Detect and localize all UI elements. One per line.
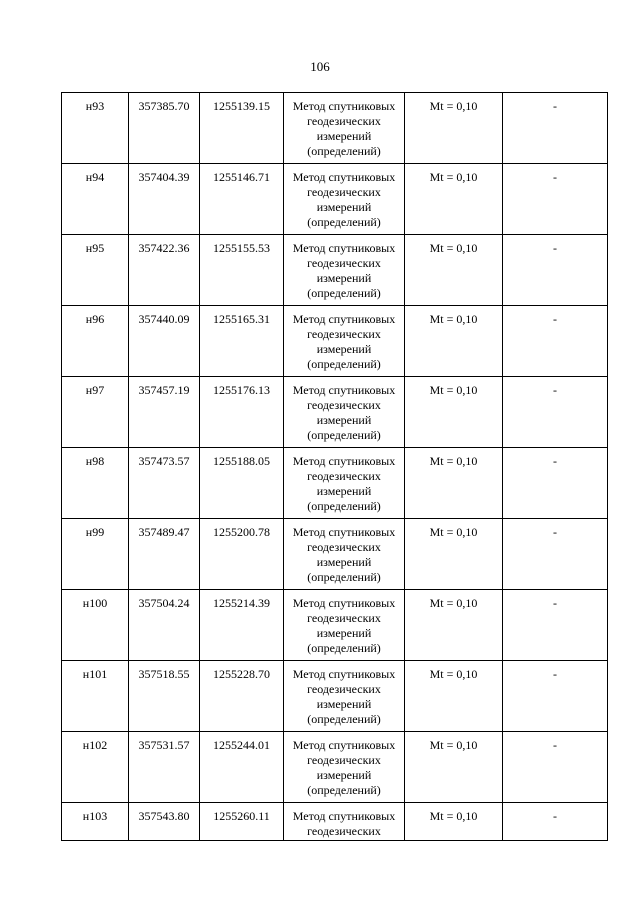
method-cell: Метод спутниковых геодезических измерений (определений) [284,164,405,235]
point-name-cell: н93 [62,93,129,164]
table-row [62,93,608,164]
method-cell: Метод спутниковых геодезических измерений (определений) [284,377,405,448]
x-coordinate-cell: 357531.57 [129,732,200,803]
point-name-cell: н96 [62,306,129,377]
note-cell: - [503,306,608,377]
y-coordinate-cell: 1255165.31 [200,306,284,377]
x-coordinate-cell: 357473.57 [129,448,200,519]
table-row [62,661,608,732]
method-cell: Метод спутниковых геодезических измерений (определений) [284,732,405,803]
method-cell: Метод спутниковых геодезических измерений (определений) [284,235,405,306]
y-coordinate-cell: 1255260.11 [200,803,284,841]
note-cell: - [503,661,608,732]
x-coordinate-cell: 357518.55 [129,661,200,732]
accuracy-cell: Mt = 0,10 [405,377,503,448]
y-coordinate-cell: 1255214.39 [200,590,284,661]
method-cell: Метод спутниковых геодезических измерений (определений) [284,93,405,164]
point-name-cell: н98 [62,448,129,519]
x-coordinate-cell: 357404.39 [129,164,200,235]
x-coordinate-cell: 357385.70 [129,93,200,164]
x-coordinate-cell: 357543.80 [129,803,200,841]
accuracy-cell: Mt = 0,10 [405,732,503,803]
method-cell: Метод спутниковых геодезических измерений (определений) [284,519,405,590]
table-row [62,519,608,590]
method-cell: Метод спутниковых геодезических измерений (определений) [284,661,405,732]
point-name-cell: н100 [62,590,129,661]
accuracy-cell: Mt = 0,10 [405,93,503,164]
method-cell: Метод спутниковых геодезических [284,803,405,841]
point-name-cell: н101 [62,661,129,732]
y-coordinate-cell: 1255244.01 [200,732,284,803]
coordinates-table-body [62,93,608,841]
accuracy-cell: Mt = 0,10 [405,519,503,590]
point-name-cell: н102 [62,732,129,803]
x-coordinate-cell: 357422.36 [129,235,200,306]
table-row [62,164,608,235]
note-cell: - [503,448,608,519]
y-coordinate-cell: 1255188.05 [200,448,284,519]
coordinates-table [61,92,608,841]
method-cell: Метод спутниковых геодезических измерений (определений) [284,306,405,377]
note-cell: - [503,590,608,661]
y-coordinate-cell: 1255155.53 [200,235,284,306]
table-row [62,235,608,306]
accuracy-cell: Mt = 0,10 [405,803,503,841]
note-cell: - [503,93,608,164]
point-name-cell: н99 [62,519,129,590]
accuracy-cell: Mt = 0,10 [405,448,503,519]
note-cell: - [503,803,608,841]
point-name-cell: н94 [62,164,129,235]
x-coordinate-cell: 357457.19 [129,377,200,448]
x-coordinate-cell: 357504.24 [129,590,200,661]
point-name-cell: н97 [62,377,129,448]
table-row [62,306,608,377]
y-coordinate-cell: 1255146.71 [200,164,284,235]
accuracy-cell: Mt = 0,10 [405,164,503,235]
accuracy-cell: Mt = 0,10 [405,661,503,732]
note-cell: - [503,377,608,448]
y-coordinate-cell: 1255228.70 [200,661,284,732]
accuracy-cell: Mt = 0,10 [405,235,503,306]
note-cell: - [503,164,608,235]
table-row [62,590,608,661]
y-coordinate-cell: 1255139.15 [200,93,284,164]
table-row [62,377,608,448]
y-coordinate-cell: 1255200.78 [200,519,284,590]
x-coordinate-cell: 357440.09 [129,306,200,377]
table-row [62,732,608,803]
point-name-cell: н103 [62,803,129,841]
note-cell: - [503,519,608,590]
table-row [62,448,608,519]
x-coordinate-cell: 357489.47 [129,519,200,590]
table-row [62,803,608,841]
point-name-cell: н95 [62,235,129,306]
note-cell: - [503,235,608,306]
page-number: 106 [310,59,330,74]
method-cell: Метод спутниковых геодезических измерений (определений) [284,448,405,519]
accuracy-cell: Mt = 0,10 [405,306,503,377]
y-coordinate-cell: 1255176.13 [200,377,284,448]
method-cell: Метод спутниковых геодезических измерений (определений) [284,590,405,661]
note-cell: - [503,732,608,803]
accuracy-cell: Mt = 0,10 [405,590,503,661]
